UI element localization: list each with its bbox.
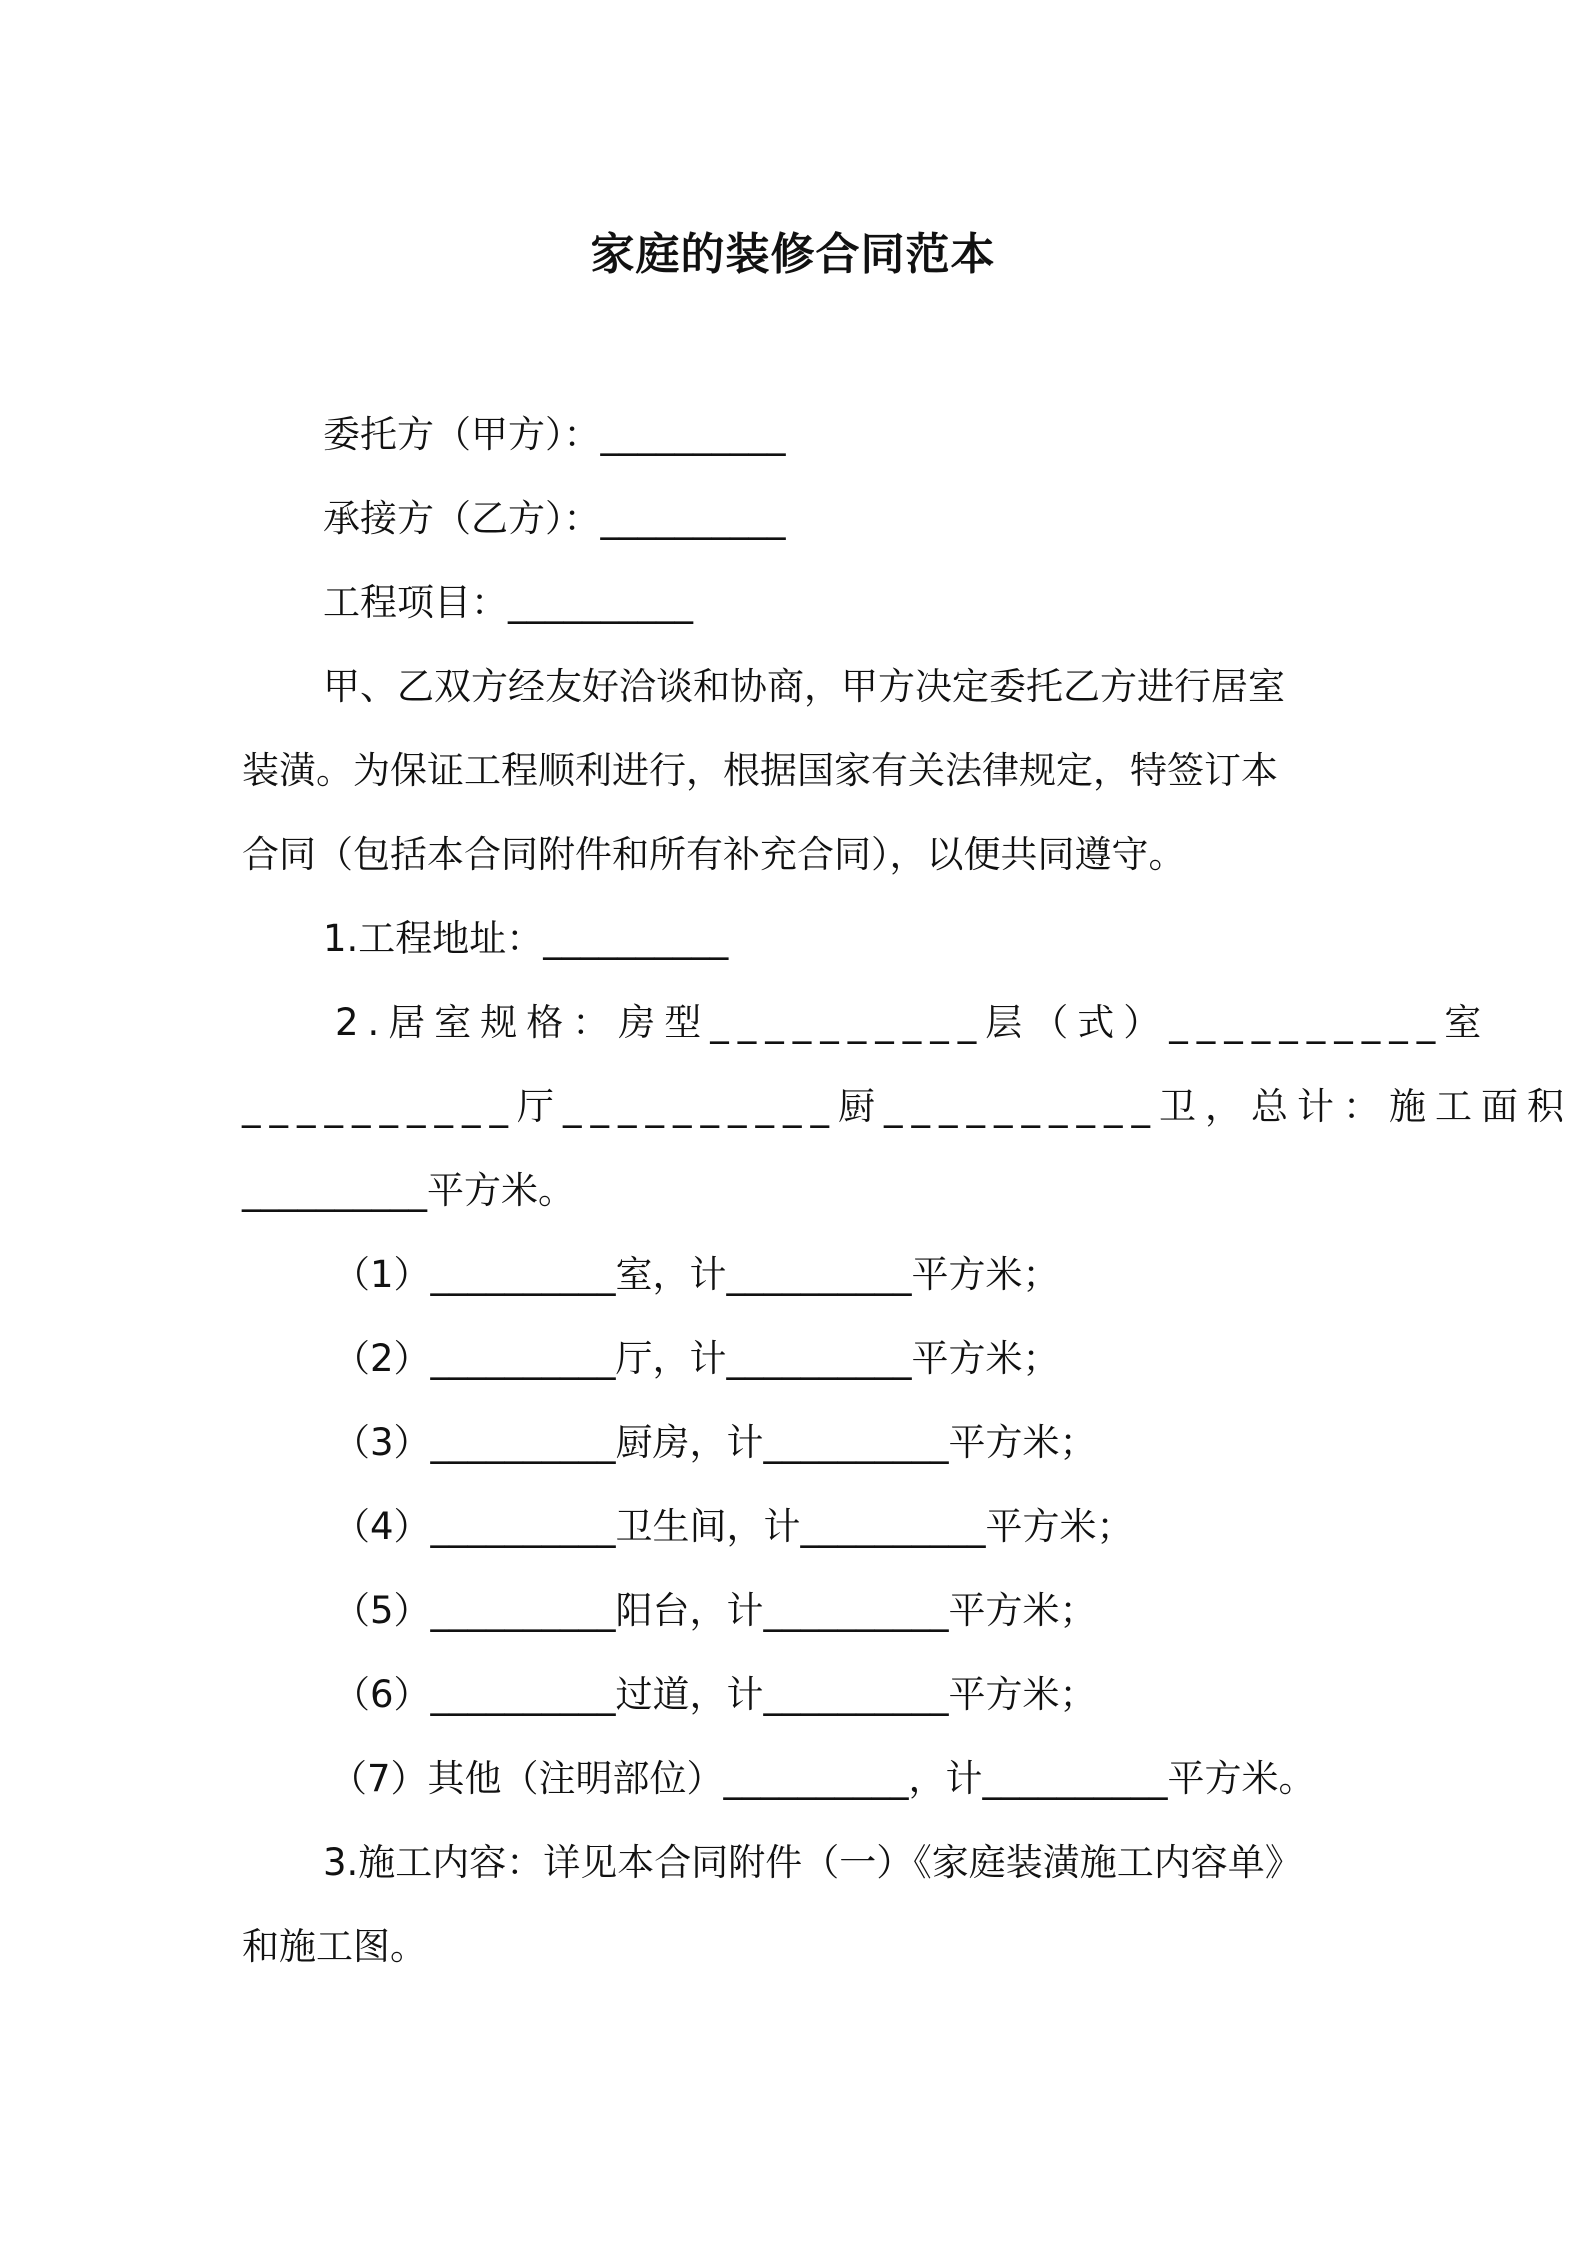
party-b-line: 承接方（乙方）：__________ (323, 497, 786, 540)
clause-3-content-line-2: 和施工图。 (242, 1925, 427, 1968)
room-item-6: （6）__________过道，计__________平方米； (333, 1673, 1097, 1716)
clause-2-spec-line-1: 2.居室规格：房型__________层（式）__________室 (335, 1001, 1491, 1044)
project-line: 工程项目：__________ (323, 581, 693, 624)
intro-paragraph-line-2: 装潢。为保证工程顺利进行，根据国家有关法律规定，特签订本 (242, 749, 1278, 792)
clause-3-content-line-1: 3.施工内容：详见本合同附件（一）《家庭装潢施工内容单》 (323, 1841, 1302, 1884)
intro-paragraph-line-3: 合同（包括本合同附件和所有补充合同），以便共同遵守。 (242, 833, 1186, 876)
clause-2-spec-line-2: __________厅__________厨__________卫，总计：施工面积 (242, 1085, 1573, 1128)
room-item-2: （2）__________厅，计__________平方米； (333, 1337, 1060, 1380)
room-item-3: （3）__________厨房，计__________平方米； (333, 1421, 1097, 1464)
party-a-line: 委托方（甲方）：__________ (323, 413, 786, 456)
intro-paragraph-line-1: 甲、乙双方经友好洽谈和协商，甲方决定委托乙方进行居室 (323, 665, 1285, 708)
document-title: 家庭的装修合同范本 (590, 229, 996, 280)
room-item-7: （7）其他（注明部位）__________，计__________平方米。 (330, 1757, 1316, 1800)
clause-2-spec-line-3: __________平方米。 (242, 1169, 575, 1212)
clause-1-address: 1.工程地址：__________ (323, 917, 729, 960)
room-item-1: （1）__________室，计__________平方米； (333, 1253, 1060, 1296)
room-item-4: （4）__________卫生间，计__________平方米； (333, 1505, 1134, 1548)
room-item-5: （5）__________阳台，计__________平方米； (333, 1589, 1097, 1632)
